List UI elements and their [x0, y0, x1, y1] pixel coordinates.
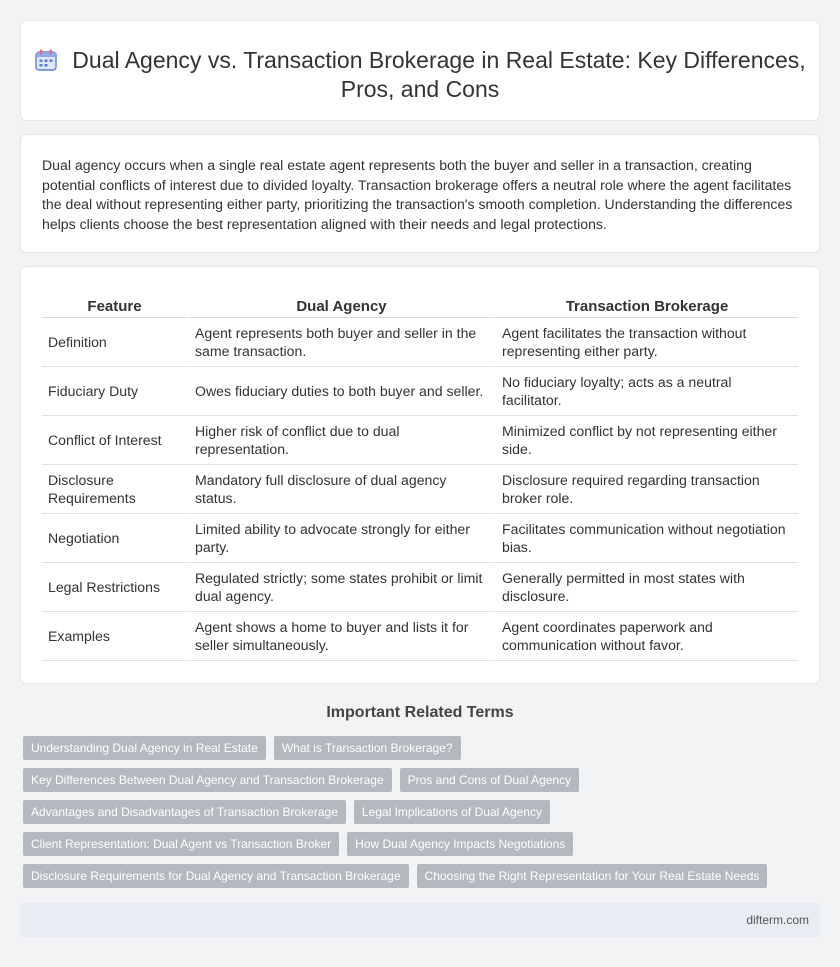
- intro-paragraph: Dual agency occurs when a single real estate agent represents both the buyer and seller in a transaction, creating potential conflicts of interest due to divided loyalty. Transaction brokerage offers a neutral role where the agent facilitates the deal without representing either party, prioritizing the transaction's smooth completion. Understanding the differences helps clients choose the best representation aligned with their needs and legal protections.: [42, 157, 793, 232]
- table-header-row: [42, 292, 798, 318]
- calendar-icon: [34, 49, 58, 71]
- related-term-link[interactable]: Choosing the Right Representation for Your Real Estate Needs: [417, 864, 768, 888]
- footer: [20, 903, 820, 937]
- table-row: [42, 514, 798, 563]
- transaction-brokerage-cell: Minimized conflict by not representing either side.: [494, 416, 798, 465]
- related-term-link[interactable]: Disclosure Requirements for Dual Agency and Transaction Brokerage: [23, 864, 409, 888]
- feature-cell: Examples: [42, 612, 187, 661]
- related-terms-list: [23, 736, 803, 896]
- transaction-brokerage-cell: Facilitates communication without negotiation bias.: [494, 514, 798, 563]
- table-row: [42, 612, 798, 661]
- title-card: [20, 20, 820, 121]
- feature-cell: Disclosure Requirements: [42, 465, 187, 514]
- tag-row: [23, 768, 803, 792]
- feature-cell: Legal Restrictions: [42, 563, 187, 612]
- feature-cell: Fiduciary Duty: [42, 367, 187, 416]
- table-row: [42, 367, 798, 416]
- header-dual-agency: Dual Agency: [187, 292, 494, 318]
- header-transaction-brokerage: Transaction Brokerage: [494, 292, 798, 318]
- table-row: [42, 318, 798, 367]
- dual-agency-cell: Regulated strictly; some states prohibit or limit dual agency.: [187, 563, 494, 612]
- footer-site-link[interactable]: difterm.com: [746, 913, 809, 927]
- related-term-link[interactable]: What is Transaction Brokerage?: [274, 736, 461, 760]
- related-term-link[interactable]: Key Differences Between Dual Agency and Transaction Brokerage: [23, 768, 392, 792]
- related-term-link[interactable]: Legal Implications of Dual Agency: [354, 800, 550, 824]
- header-feature: Feature: [42, 292, 187, 318]
- feature-cell: Definition: [42, 318, 187, 367]
- feature-cell: Conflict of Interest: [42, 416, 187, 465]
- transaction-brokerage-cell: Generally permitted in most states with disclosure.: [494, 563, 798, 612]
- intro-card: [20, 134, 820, 253]
- dual-agency-cell: Mandatory full disclosure of dual agency status.: [187, 465, 494, 514]
- related-term-link[interactable]: Understanding Dual Agency in Real Estate: [23, 736, 266, 760]
- tag-row: [23, 864, 803, 888]
- dual-agency-cell: Limited ability to advocate strongly for either party.: [187, 514, 494, 563]
- related-term-link[interactable]: Pros and Cons of Dual Agency: [400, 768, 579, 792]
- comparison-card: [20, 266, 820, 684]
- related-term-link[interactable]: How Dual Agency Impacts Negotiations: [347, 832, 573, 856]
- transaction-brokerage-cell: Agent facilitates the transaction without representing either party.: [494, 318, 798, 367]
- dual-agency-cell: Owes fiduciary duties to both buyer and seller.: [187, 367, 494, 416]
- tag-row: [23, 832, 803, 856]
- table-row: [42, 416, 798, 465]
- page-title-text: Dual Agency vs. Transaction Brokerage in Real Estate: Key Differences, Pros, and Cons: [72, 47, 806, 102]
- related-terms-title: Important Related Terms: [326, 704, 514, 721]
- tag-row: [23, 736, 803, 760]
- transaction-brokerage-cell: No fiduciary loyalty; acts as a neutral facilitator.: [494, 367, 798, 416]
- dual-agency-cell: Agent shows a home to buyer and lists it for seller simultaneously.: [187, 612, 494, 661]
- feature-cell: Negotiation: [42, 514, 187, 563]
- transaction-brokerage-cell: Disclosure required regarding transaction broker role.: [494, 465, 798, 514]
- related-term-link[interactable]: Advantages and Disadvantages of Transaction Brokerage: [23, 800, 346, 824]
- table-row: [42, 465, 798, 514]
- page-title: [21, 46, 819, 104]
- related-term-link[interactable]: Client Representation: Dual Agent vs Transaction Broker: [23, 832, 339, 856]
- dual-agency-cell: Agent represents both buyer and seller in the same transaction.: [187, 318, 494, 367]
- dual-agency-cell: Higher risk of conflict due to dual representation.: [187, 416, 494, 465]
- transaction-brokerage-cell: Agent coordinates paperwork and communication without favor.: [494, 612, 798, 661]
- tag-row: [23, 800, 803, 824]
- comparison-table: [42, 292, 798, 661]
- table-row: [42, 563, 798, 612]
